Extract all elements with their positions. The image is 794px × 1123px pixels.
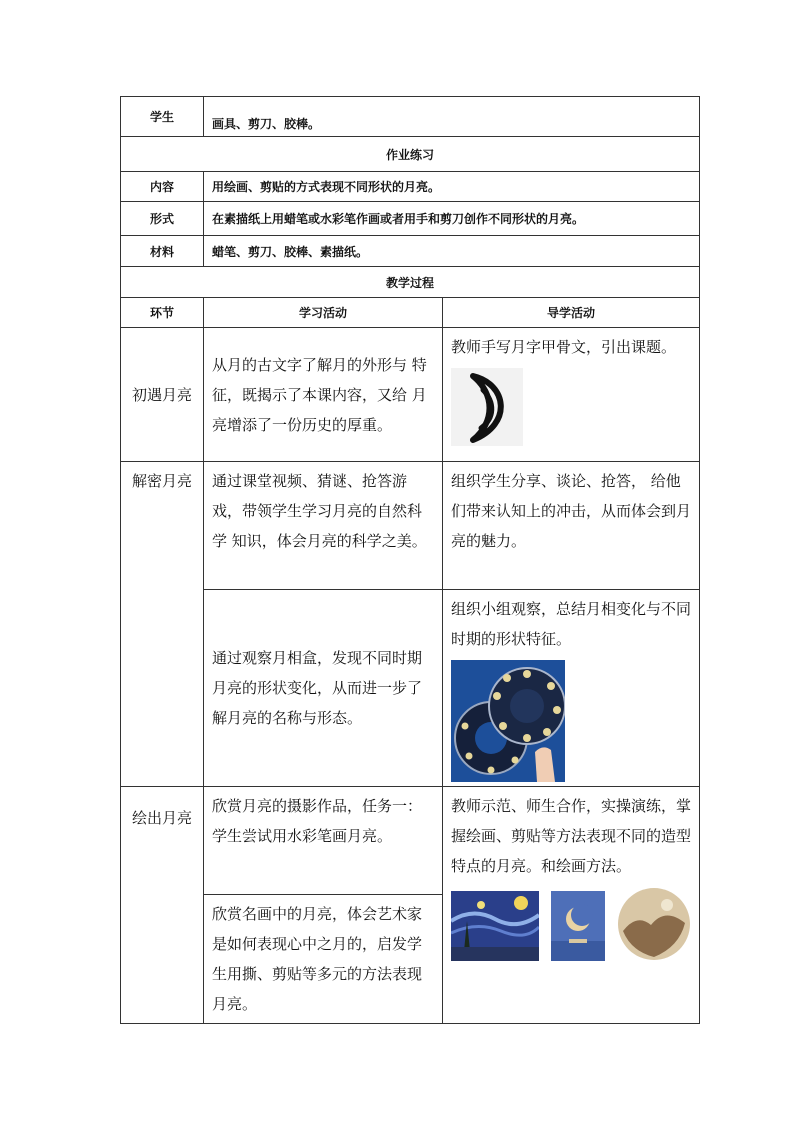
stage-2-name: 解密月亮: [121, 462, 204, 787]
row-form: [121, 202, 700, 236]
stage-3-learning-1: 欣赏月亮的摄影作品，任务一：学生尝试用水彩笔画月亮。: [204, 787, 443, 895]
oracle-moon-character-image: [451, 368, 523, 446]
header-guide: 导学活动: [443, 298, 700, 328]
row-stage-2b: [121, 590, 700, 787]
material-value: 蜡笔、剪刀、胶棒、素描纸。: [204, 236, 700, 267]
form-value: 在素描纸上用蜡笔或水彩笔作画或者用手和剪刀创作不同形状的月亮。: [204, 202, 700, 236]
famous-paintings-row: [451, 887, 691, 961]
round-fan-painting-icon: [617, 887, 691, 961]
row-stage-3a: [121, 787, 700, 895]
stage-1-guide-cell: [443, 328, 700, 462]
stage-1-guide: 教师手写月字甲骨文，引出课题。: [451, 338, 677, 356]
header-learning: 学习活动: [204, 298, 443, 328]
homework-header: 作业练习: [121, 137, 700, 172]
stage-3-guide: 教师示范、师生合作，实操演练，掌握绘画、剪贴等方法表现不同的造型特点的月亮。和绘画方法。: [451, 797, 692, 875]
stage-1-name: 初遇月亮: [121, 328, 204, 462]
stage-2-learning-2: 通过观察月相盒，发现不同时期月亮的形状变化，从而进一步了解月亮的名称与形态。: [204, 590, 443, 787]
stage-2-guide-2-cell: [443, 590, 700, 787]
student-label: 学生: [121, 97, 204, 137]
process-header: 教学过程: [121, 267, 700, 298]
content-label: 内容: [121, 172, 204, 202]
moon-over-water-painting-icon: [551, 891, 605, 961]
stage-3-learning-2: 欣赏名画中的月亮，体会艺术家是如何表现心中之月的，启发学生用撕、剪贴等多元的方法表现月亮。: [204, 895, 443, 1024]
stage-3-guide-cell: [443, 787, 700, 1024]
row-process-columns: [121, 298, 700, 328]
student-value: 画具、剪刀、胶棒。: [204, 97, 700, 137]
row-material: [121, 236, 700, 267]
lesson-plan-table: [120, 96, 700, 1024]
header-stage: 环节: [121, 298, 204, 328]
material-label: 材料: [121, 236, 204, 267]
row-student: [121, 97, 700, 137]
stage-3-name: 绘出月亮: [121, 787, 204, 1024]
content-value: 用绘画、剪贴的方式表现不同形状的月亮。: [204, 172, 700, 202]
row-homework-header: [121, 137, 700, 172]
crescent-moon-glyph-icon: [451, 368, 523, 446]
row-stage-1: [121, 328, 700, 462]
stage-1-learning: 从月的古文字了解月的外形与 特征，既揭示了本课内容，又给 月亮增添了一份历史的厚重。: [204, 328, 443, 462]
moon-phase-wheels-icon: [451, 660, 565, 782]
stage-2-guide-2: 组织小组观察，总结月相变化与不同时期的形状特征。: [451, 600, 692, 648]
row-process-header: [121, 267, 700, 298]
stage-2-learning-1: 通过课堂视频、猜谜、抢答游戏，带领学生学习月亮的自然科学 知识，体会月亮的科学之美。: [204, 462, 443, 590]
stage-2-guide-1: 组织学生分享、谈论、抢答， 给他们带来认知上的冲击，从而体会到月亮的魅力。: [443, 462, 700, 590]
form-label: 形式: [121, 202, 204, 236]
starry-night-painting-icon: [451, 891, 539, 961]
row-content: [121, 172, 700, 202]
moon-phase-box-photo: [451, 660, 565, 782]
row-stage-2a: [121, 462, 700, 590]
